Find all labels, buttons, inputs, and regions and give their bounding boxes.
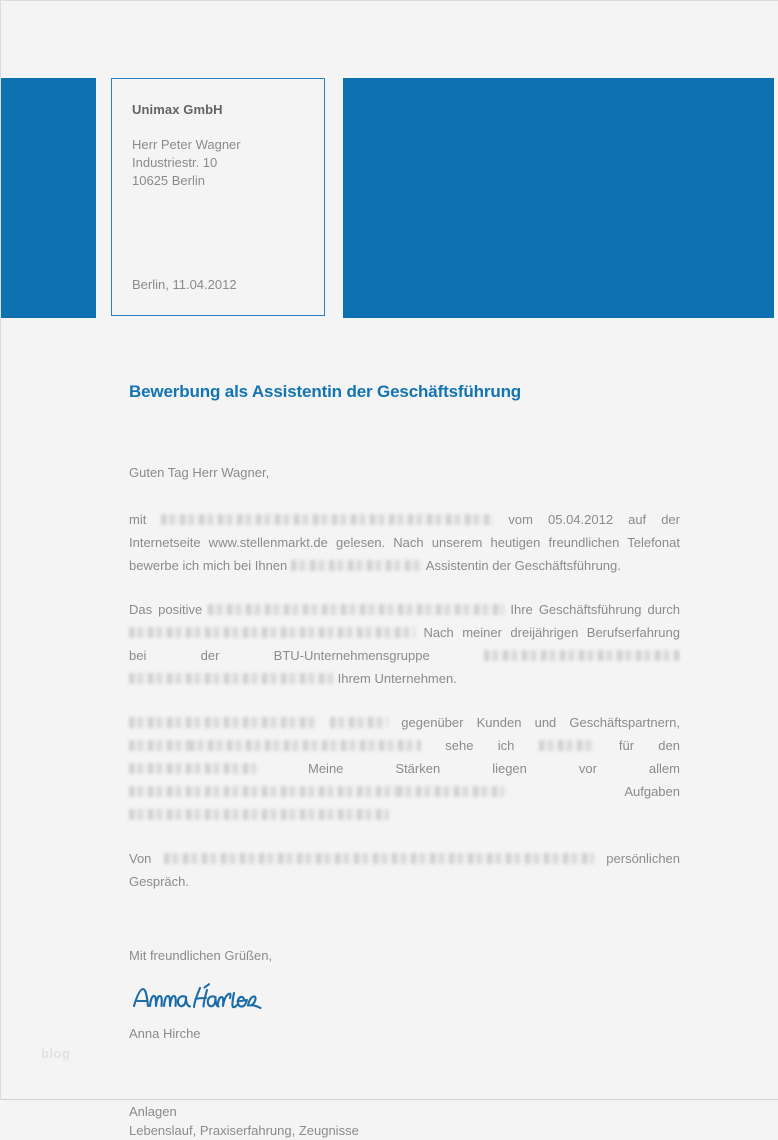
redacted-text: [397, 786, 504, 797]
redacted-text: [208, 604, 504, 615]
attachments-list: Lebenslauf, Praxiserfahrung, Zeugnisse: [129, 1123, 359, 1138]
redacted-text: [330, 717, 388, 728]
redacted-text: [189, 740, 421, 751]
accent-block-left: [1, 78, 96, 318]
recipient-address-box: [111, 78, 325, 316]
letter-paragraph-3: gegenüber Kunden und Geschäftspartnern, sehe ich für den Meine Stärken liegen vor allem Aufgaben: [129, 711, 680, 826]
attachments-label: Anlagen: [129, 1104, 177, 1119]
letter-closing: Mit freundlichen Grüßen,: [129, 948, 273, 963]
letter-subject: Bewerbung als Assistentin der Geschäftsführung: [129, 382, 522, 401]
redacted-text: [129, 740, 189, 751]
recipient-address: [132, 136, 241, 190]
redacted-text: [129, 673, 334, 684]
attachments-section: [129, 1102, 680, 1140]
redacted-text: [129, 763, 256, 774]
recipient-company: Unimax GmbH: [132, 102, 223, 117]
letter-paragraph-4: Von persönlichen Gespräch.: [129, 851, 681, 889]
letter-salutation: Guten Tag Herr Wagner,: [129, 465, 270, 480]
redacted-text: [129, 717, 317, 728]
place-and-date: Berlin, 11.04.2012: [132, 277, 237, 292]
redacted-text: [129, 786, 397, 797]
recipient-name: Herr Peter Wagner: [132, 137, 241, 152]
redacted-text: [129, 809, 389, 820]
redacted-text: [164, 853, 594, 864]
redacted-text: [539, 740, 595, 751]
redacted-text: [161, 514, 493, 525]
letterhead-band: [1, 78, 778, 318]
redacted-text: [291, 560, 423, 571]
letter-paragraph-2: Das positive Ihre Geschäftsführung durch Nach meiner dreijährigen Berufserfahrung bei der BTU-Unternehmensgruppe Ihrem Unternehmen.: [129, 602, 681, 686]
handwritten-signature: [131, 981, 271, 1013]
accent-block-right: [343, 78, 774, 318]
signer-name: Anna Hirche: [129, 1026, 201, 1041]
recipient-city: 10625 Berlin: [132, 173, 205, 188]
recipient-street: Industriestr. 10: [132, 155, 218, 170]
redacted-text: [484, 650, 680, 661]
blog-watermark: blog: [41, 1046, 71, 1061]
letter-paragraph-1: mit vom 05.04.2012 auf der Internetseite www.stellenmarkt.de gelesen. Nach unserem heutigen freundlichen Telefonat bewerbe ich mich bei Ihnen Assistentin der Geschäftsführung.: [129, 512, 680, 573]
letter-body: [129, 381, 680, 1140]
redacted-text: [129, 627, 415, 638]
